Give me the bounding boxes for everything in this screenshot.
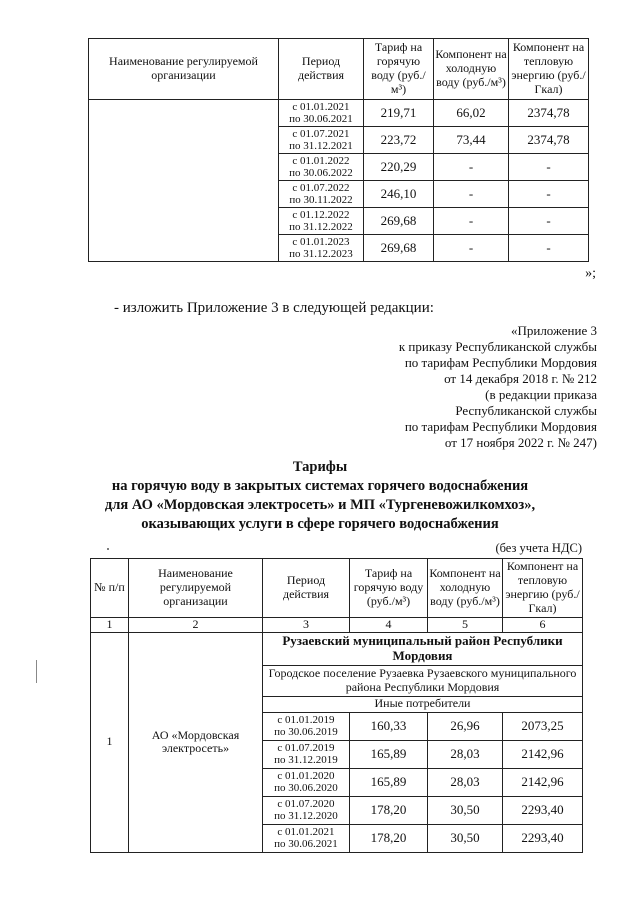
region-row [91,632,583,665]
period-cell: с 01.01.2021 по 30.06.2021 [279,100,364,127]
column-index: 4 [350,618,428,633]
annex-line: по тарифам Республики Мордовия [404,355,597,370]
cold-cell: 30,50 [428,796,503,824]
header-heat: Компонент на тепловую энергию (руб./Гкал) [509,39,589,100]
margin-mark [36,660,37,683]
period-cell: с 01.07.2019 по 31.12.2019 [263,740,350,768]
tariff-cell: 269,68 [364,235,434,262]
cold-cell: 66,02 [434,100,509,127]
heat-cell: - [509,208,589,235]
period-cell: с 01.12.2022 по 31.12.2022 [279,208,364,235]
vat-note: (без учета НДС) [495,541,582,555]
cold-cell: - [434,181,509,208]
region-name: Рузаевский муниципальный район Республики Мордовия [263,632,583,665]
amendment-instruction: - изложить Приложение 3 в следующей редакции: [114,300,434,316]
header-org: Наименование регулируемой организации [129,559,263,618]
settlement-name: Городское поселение Рузаевка Рузаевского муниципального района Республики Мордовия [263,665,583,696]
heat-cell: 2073,25 [503,712,583,740]
tariff-cell: 220,29 [364,154,434,181]
header-tariff: Тариф на горячую воду (руб./м³) [350,559,428,618]
table-row [89,100,589,127]
period-cell: с 01.01.2023 по 31.12.2023 [279,235,364,262]
period-cell: с 01.07.2020 по 31.12.2020 [263,796,350,824]
title-line: на горячую воду в закрытых системах горячего водоснабжения [111,478,529,494]
header-num: № п/п [91,559,129,618]
org-cell-empty [89,100,279,262]
header-tariff: Тариф на горячую воду (руб./м³) [364,39,434,100]
column-index-row [91,618,583,633]
period-cell: с 01.01.2020 по 30.06.2020 [263,768,350,796]
annex-line: от 17 ноября 2022 г. № 247) [444,435,597,450]
tariff-cell: 178,20 [350,824,428,852]
header-heat: Компонент на тепловую энергию (руб./Гкал) [503,559,583,618]
closing-quote: »; [585,266,596,281]
org-name: АО «Мордовская электросеть» [129,632,263,852]
annex-line: Республиканской службы [455,403,597,418]
cold-cell: - [434,208,509,235]
cold-cell: 73,44 [434,127,509,154]
title-line: для АО «Мордовская электросеть» и МП «Тургеневожилкомхоз», [104,497,536,513]
header-cold: Компонент на холодную воду (руб./м³) [428,559,503,618]
period-cell: с 01.01.2019 по 30.06.2019 [263,712,350,740]
header-org: Наименование регулируемой организации [89,39,279,100]
scan-speck [107,548,109,550]
period-cell: с 01.01.2022 по 30.06.2022 [279,154,364,181]
annex-line: (в редакции приказа [485,387,597,402]
heat-cell: 2374,78 [509,127,589,154]
heat-cell: 2374,78 [509,100,589,127]
document-title [0,458,640,534]
cold-cell: - [434,154,509,181]
annex-line: «Приложение 3 [510,323,597,338]
tariff-cell: 246,10 [364,181,434,208]
tariff-cell: 178,20 [350,796,428,824]
row-number: 1 [91,632,129,852]
period-cell: с 01.01.2021 по 30.06.2021 [263,824,350,852]
heat-cell: - [509,181,589,208]
tariff-table-continued [88,38,589,262]
cold-cell: 26,96 [428,712,503,740]
table-header-row [89,39,589,100]
table-header-row [91,559,583,618]
annex-header [297,323,597,451]
cold-cell: 28,03 [428,768,503,796]
tariff-cell: 165,89 [350,768,428,796]
annex-line: от 14 декабря 2018 г. № 212 [444,371,597,386]
header-period: Период действия [263,559,350,618]
heat-cell: - [509,235,589,262]
column-index: 5 [428,618,503,633]
heat-cell: - [509,154,589,181]
tariff-cell: 219,71 [364,100,434,127]
column-index: 6 [503,618,583,633]
column-index: 1 [91,618,129,633]
tariff-cell: 223,72 [364,127,434,154]
column-index: 2 [129,618,263,633]
consumer-group: Иные потребители [263,696,583,712]
heat-cell: 2293,40 [503,824,583,852]
heat-cell: 2142,96 [503,768,583,796]
heat-cell: 2142,96 [503,740,583,768]
period-cell: с 01.07.2021 по 31.12.2021 [279,127,364,154]
cold-cell: - [434,235,509,262]
column-index: 3 [263,618,350,633]
heat-cell: 2293,40 [503,796,583,824]
tariff-cell: 165,89 [350,740,428,768]
title-line: оказывающих услуги в сфере горячего водоснабжения [141,516,499,532]
tariff-cell: 160,33 [350,712,428,740]
header-period: Период действия [279,39,364,100]
annex-line: к приказу Республиканской службы [398,339,597,354]
annex-line: по тарифам Республики Мордовия [404,419,597,434]
cold-cell: 30,50 [428,824,503,852]
cold-cell: 28,03 [428,740,503,768]
tariff-cell: 269,68 [364,208,434,235]
title-line: Тарифы [292,459,348,475]
header-cold: Компонент на холодную воду (руб./м³) [434,39,509,100]
tariff-table [90,558,583,853]
period-cell: с 01.07.2022 по 30.11.2022 [279,181,364,208]
